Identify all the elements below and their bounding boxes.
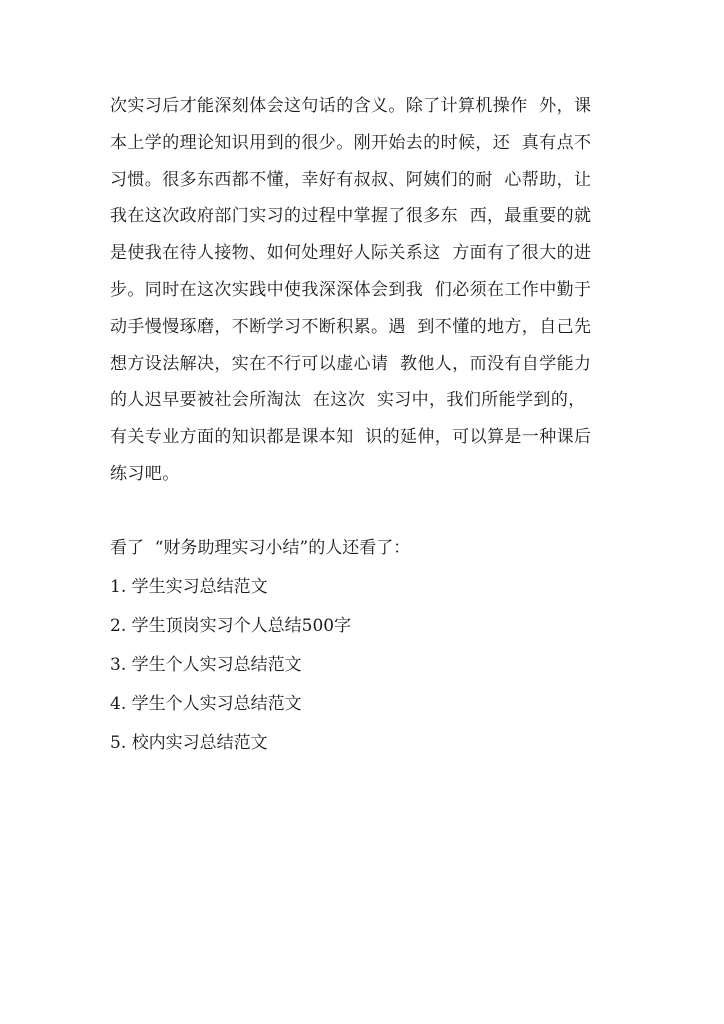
related-link[interactable]: 3. 学生个人实习总结范文 bbox=[110, 654, 302, 675]
paragraph-line: 步。同时在这次实践中使我深深体会到我 们必须在工作中勤于 bbox=[110, 279, 592, 300]
related-item bbox=[110, 724, 624, 763]
document-page bbox=[110, 88, 624, 763]
related-item bbox=[110, 685, 624, 724]
article-body bbox=[110, 88, 624, 493]
paragraph-line: 有关专业方面的知识都是课本知 识的延伸，可以算是一种课后 bbox=[110, 427, 592, 448]
related-link[interactable]: 5. 校内实习总结范文 bbox=[110, 732, 268, 753]
related-item bbox=[110, 607, 624, 646]
related-item bbox=[110, 646, 624, 685]
paragraph-line: 练习吧。 bbox=[110, 463, 180, 484]
related-link[interactable]: 1. 学生实习总结范文 bbox=[110, 576, 268, 597]
paragraph-line: 次实习后才能深刻体会这句话的含义。除了计算机操作 外，课 bbox=[110, 96, 592, 116]
related-list bbox=[110, 568, 624, 763]
paragraph-line: 本上学的理论知识用到的很少。刚开始去的时候，还 真有点不 bbox=[110, 132, 592, 153]
paragraph-line: 动手慢慢琢磨，不断学习不断积累。遇 到不懂的地方，自己先 bbox=[110, 316, 592, 337]
related-link[interactable]: 4. 学生个人实习总结范文 bbox=[110, 693, 302, 714]
paragraph-line: 习惯。很多东西都不懂，幸好有叔叔、阿姨们的耐 心帮助，让 bbox=[110, 169, 592, 190]
related-item bbox=[110, 568, 624, 607]
related-link[interactable]: 2. 学生顶岗实习个人总结500字 bbox=[110, 615, 352, 636]
paragraph-line: 是使我在待人接物、如何处理好人际关系这 方面有了很大的进 bbox=[110, 243, 592, 264]
related-heading: 看了 “财务助理实习小结”的人还看了： bbox=[110, 537, 411, 558]
paragraph-line: 我在这次政府部门实习的过程中掌握了很多东 西，最重要的就 bbox=[110, 206, 592, 227]
section-spacer bbox=[110, 493, 624, 529]
paragraph-line: 想方设法解决，实在不行可以虚心请 教他人，而没有自学能力 bbox=[110, 353, 592, 374]
paragraph-line: 的人迟早要被社会所淘汰 在这次 实习中，我们所能学到的， bbox=[110, 390, 586, 411]
related-articles bbox=[110, 529, 624, 763]
